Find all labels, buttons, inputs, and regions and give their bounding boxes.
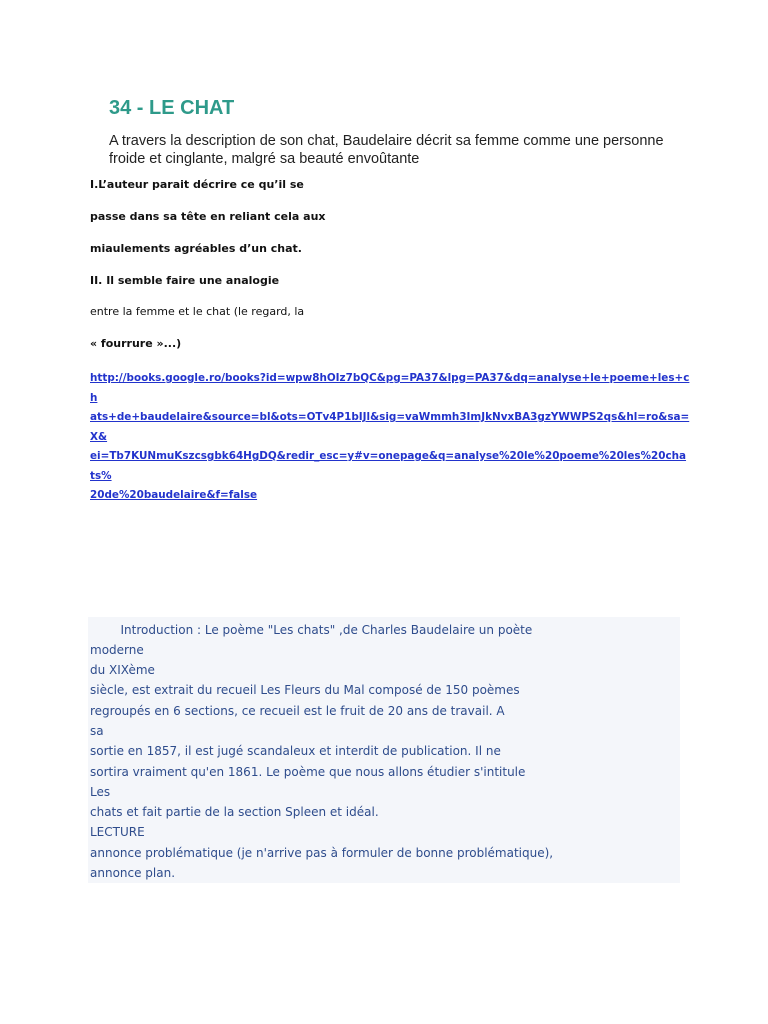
link-line-2[interactable]: ats+de+baudelaire&source=bl&ots=OTv4P1bIJl&sig=vaWmmh3ImJkNvxBA3gzYWWPS2qs&hl=ro&sa=X& — [90, 411, 690, 443]
intro-line-6: sa — [90, 724, 104, 738]
intro-line-13: annonce plan. — [90, 866, 176, 880]
intro-line-5: regroupés en 6 sections, ce recueil est le fruit de 20 ans de travail. A — [90, 704, 505, 718]
intro-line-3: du XIXème — [90, 663, 155, 677]
page-subtitle: A travers la description de son chat, Baudelaire décrit sa femme comme une personne froide et cinglante, malgré sa beauté envoûtante — [109, 133, 664, 167]
intro-line-10: chats et fait partie de la section Spleen et idéal. — [90, 805, 379, 819]
text-line-6: « fourrure »...) — [90, 337, 182, 350]
text-line-3: miaulements agréables d’un chat. — [90, 242, 302, 255]
link-line-1[interactable]: http://books.google.ro/books?id=wpw8hOIz7bQC&pg=PA37&lpg=PA37&dq=analyse+le+poeme+les+ch — [90, 372, 690, 404]
text-line-2: passe dans sa tête en reliant cela aux — [90, 210, 326, 223]
intro-line-9: Les — [90, 785, 111, 799]
text-line-1: I.L’auteur parait décrire ce qu’il se — [90, 178, 304, 191]
intro-line-11: LECTURE — [90, 825, 145, 839]
intro-line-12: annonce problématique (je n'arrive pas à formuler de bonne problématique), — [90, 846, 554, 860]
intro-line-4: siècle, est extrait du recueil Les Fleurs du Mal composé de 150 poèmes — [90, 683, 520, 697]
link-line-4[interactable]: 20de%20baudelaire&f=false — [90, 489, 258, 501]
google-books-link[interactable] — [90, 369, 690, 506]
link-line-3[interactable]: ei=Tb7KUNmuKszcsgbk64HgDQ&redir_esc=y#v=onepage&q=analyse%20le%20poeme%20les%20chats% — [90, 450, 687, 482]
intro-line-8: sortira vraiment qu'en 1861. Le poème que nous allons étudier s'intitule — [90, 765, 526, 779]
text-line-5: entre la femme et le chat (le regard, la — [90, 305, 305, 318]
intro-line-1: Introduction : Le poème "Les chats" ,de Charles Baudelaire un poète — [90, 623, 533, 637]
intro-line-2: moderne — [90, 643, 144, 657]
text-line-4: II. Il semble faire une analogie — [90, 274, 280, 287]
intro-line-7: sortie en 1857, il est jugé scandaleux et interdit de publication. Il ne — [90, 744, 501, 758]
page-title: 34 - LE CHAT — [109, 97, 235, 119]
